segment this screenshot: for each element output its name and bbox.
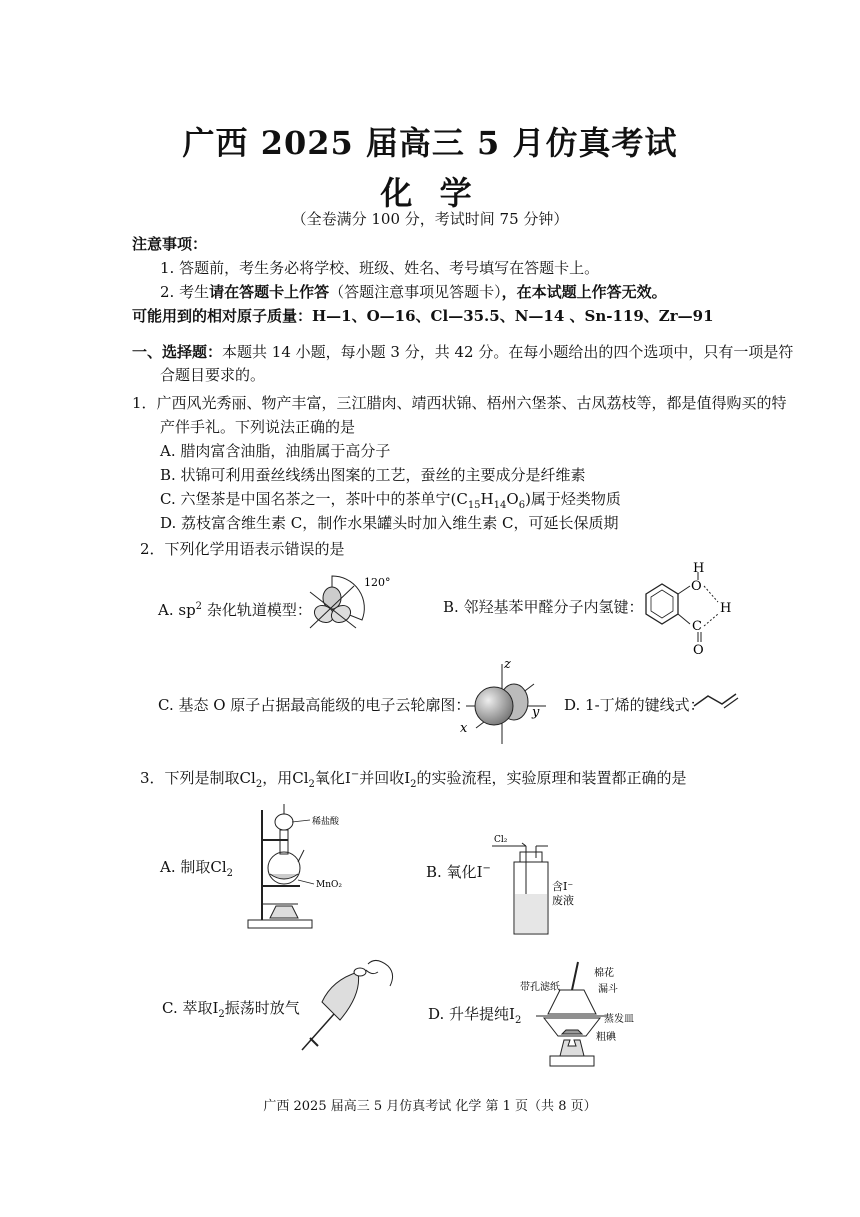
label-filter-paper: 带孔滤纸 <box>520 982 560 993</box>
label-waste-2: 废液 <box>552 894 574 907</box>
q1-option-b: B. 状锦可利用蚕丝线绣出图案的工艺，蚕丝的主要成分是纤维素 <box>160 466 586 484</box>
q3-b-text: B. 氧化 <box>426 863 477 881</box>
label-waste-1: 含I⁻ <box>552 880 574 893</box>
q1-c-o: O <box>506 490 519 508</box>
q3-stem-cl2b: Cl <box>292 769 309 787</box>
q3-stem: 3．下列是制取$Cl_2$，用$Cl_2$氧化I−并回收$I_2$的实验流程，实验原理和装置都正确的是 <box>140 769 687 790</box>
q3-d-chem: I <box>509 1005 515 1023</box>
notes-item-2-bold2: ，在本试题上作答无效。 <box>501 283 667 301</box>
hbond-h2: H <box>720 601 732 616</box>
notes-item-2-prefix: 2. 考生 <box>160 283 210 301</box>
exam-title: 广西 2025 届高三 5 月仿真考试 <box>182 124 678 162</box>
notes-item-1: 1. 答题前，考生务必将学校、班级、姓名、考号填写在答题卡上。 <box>160 259 600 277</box>
q2-a-sup: 2 <box>195 601 203 612</box>
section-1-text: 本题共 14 小题，每小题 3 分，共 42 分。在每小题给出的四个选项中，只有一项是符 <box>222 343 794 361</box>
q1-c-pre: C. 六堡茶是中国名茶之一，茶叶中的茶单宁(C <box>160 490 468 508</box>
q3-c-text: C. 萃取 <box>162 999 213 1017</box>
q1-c-sub1: 15 <box>467 500 481 511</box>
axis-z: z <box>504 657 511 672</box>
q3-stem-post: 的实验流程，实验原理和装置都正确的是 <box>416 769 687 787</box>
q3-stem-mid3: 并回收 <box>359 769 405 787</box>
atomic-masses: 可能用到的相对原子质量：H—1、O—16、Cl—35.5、N—14 、Sn-119、Zr—91 <box>132 307 714 325</box>
exam-subtitle: （全卷满分 100 分，考试时间 75 分钟） <box>291 210 569 228</box>
hbond-c: C <box>692 619 702 634</box>
notes-item-2 <box>160 281 667 303</box>
axis-x: x <box>460 721 468 736</box>
salicylaldehyde-hbond-diagram <box>628 562 748 656</box>
q1-stem-line-1: 1．广西风光秀丽、物产丰富，三江腊肉、靖西状锦、梧州六堡茶、古凤荔枝等，都是值得购买的特 <box>132 394 787 412</box>
hbond-o1: O <box>691 579 702 594</box>
sp2-angle-label: 120° <box>364 576 391 589</box>
q3-c-chem: I <box>212 999 219 1017</box>
q1-c-post: )属于烃类物质 <box>525 490 621 508</box>
separatory-funnel-shaking <box>292 950 404 1060</box>
q2-option-d: D. 1-丁烯的键线式： <box>564 696 705 714</box>
sp2-orbital-diagram <box>296 572 396 644</box>
q3-stem-mid: ，用 <box>262 769 293 787</box>
q3-stem-i: I <box>344 769 351 787</box>
label-crude-iodine: 粗碘 <box>596 1032 616 1043</box>
q1-c-h: H <box>480 490 494 508</box>
label-funnel: 漏斗 <box>598 984 618 995</box>
notes-item-2-mid: （答题注意事项见答题卡） <box>329 283 502 301</box>
subject-title: 化 学 <box>380 174 480 212</box>
hbond-h1: H <box>693 562 705 576</box>
label-cl2-gas: Cl₂ <box>494 835 508 845</box>
q1-c-sub2: 14 <box>493 500 507 511</box>
q3-stem-i2: I <box>404 769 411 787</box>
q3-stem-mid2: 氧化 <box>314 769 345 787</box>
q2-stem: 2．下列化学用语表示错误的是 <box>140 540 345 558</box>
sublimation-apparatus <box>500 960 640 1072</box>
q2-a-post: 杂化轨道模型： <box>202 601 312 619</box>
butene-line-formula <box>690 686 750 714</box>
q1-option-a: A. 腊肉富含油脂，油脂属于高分子 <box>160 442 391 460</box>
q3-c-post: 振荡时放气 <box>224 999 300 1017</box>
q3-a-text: A. 制取 <box>160 858 211 876</box>
label-evaporating-dish: 蒸发皿 <box>604 1014 634 1025</box>
notes-item-2-bold: 请在答题卡上作答 <box>209 283 330 301</box>
page-footer: 广西 2025 届高三 5 月仿真考试 化学 第 1 页（共 8 页） <box>263 1099 597 1114</box>
q3-option-c: C. 萃取$I_2$振荡时放气 <box>162 999 300 1020</box>
section-1-label: 一、选择题： <box>132 343 223 361</box>
section-1-heading-cont: 合题目要求的。 <box>160 366 266 384</box>
q3-option-a: A. 制取$Cl_2$ <box>160 858 234 879</box>
q1-c-sub3: 6 <box>518 500 526 511</box>
axis-y: y <box>532 705 540 720</box>
q2-option-c: C. 基态 O 原子占据最高能级的电子云轮廓图： <box>158 696 471 714</box>
q3-a-chem: Cl <box>210 858 227 876</box>
q3-b-chem: I <box>476 863 483 881</box>
q2-a-pre: A. sp <box>158 601 196 619</box>
q1-option-d: D. 荔枝富含维生素 C，制作水果罐头时加入维生素 C，可延长保质期 <box>160 514 619 532</box>
section-1-heading <box>132 341 793 363</box>
label-mno2: MnO₂ <box>316 880 342 890</box>
q3-option-b: B. 氧化I− <box>426 863 491 881</box>
q2-option-b: B. 邻羟基苯甲醛分子内氢键： <box>443 598 644 616</box>
label-hcl: 稀盐酸 <box>312 817 340 827</box>
q3-stem-pre: 3．下列是制取 <box>140 769 240 787</box>
notes-heading: 注意事项： <box>132 235 208 253</box>
hbond-o2: O <box>693 643 704 656</box>
q1-stem-line-2: 产伴手礼。下列说法正确的是 <box>160 418 356 436</box>
q2-option-a <box>158 596 312 621</box>
oxidation-bottle-apparatus <box>486 830 586 940</box>
q3-option-d: D. 升华提纯$I_2$ <box>428 1005 522 1026</box>
label-cotton: 棉花 <box>594 968 614 979</box>
p-orbital-diagram <box>456 656 552 748</box>
q3-stem-cl2: Cl <box>239 769 256 787</box>
chlorine-generator-apparatus <box>240 800 370 932</box>
q3-d-text: D. 升华提纯 <box>428 1005 510 1023</box>
